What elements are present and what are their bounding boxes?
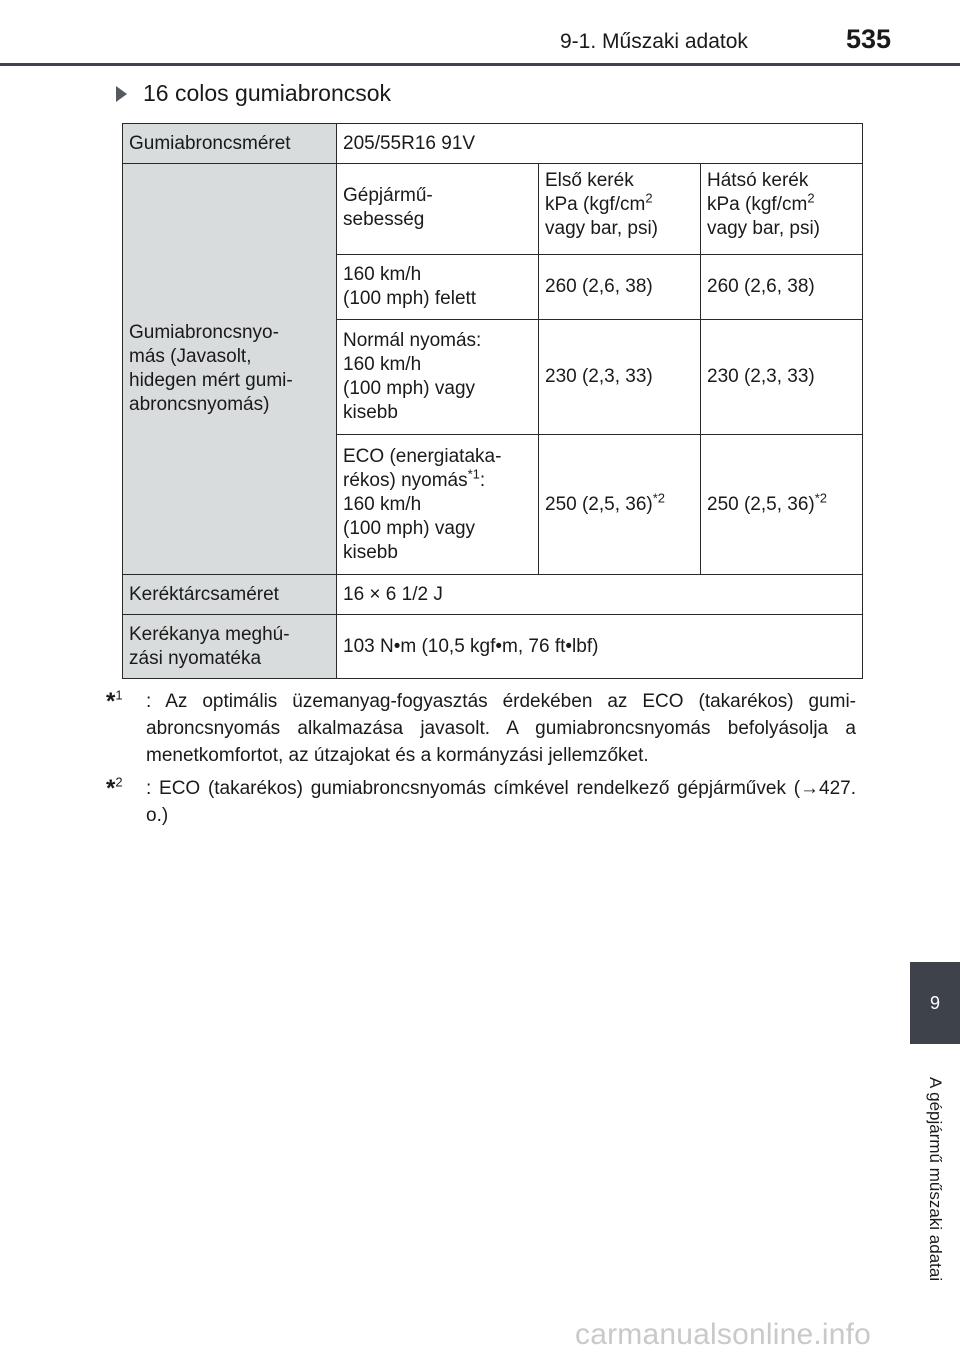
front-pressure-cell: 260 (2,6, 38) <box>539 255 701 320</box>
tire-size-value: 205/55R16 91V <box>337 124 863 164</box>
triangle-bullet-icon <box>116 86 127 102</box>
speed-cell: 160 km/h (100 mph) felett <box>337 255 539 320</box>
footnote-star: * <box>106 775 116 802</box>
eco-pressure-text: ECO (energiataka- rékos) nyomás <box>343 445 502 491</box>
eco-speed-text: : 160 km/h (100 mph) vagy kisebb <box>343 469 486 563</box>
footnote <box>106 688 856 769</box>
front-pressure-cell <box>539 435 701 575</box>
tire-size-label: Gumiabroncsméret <box>123 124 337 164</box>
speed-cell: Normál nyomás: 160 km/h (100 mph) vagy kisebb <box>337 320 539 435</box>
footnote-star: * <box>106 688 116 715</box>
front-eco-value: 250 (2,5, 36) <box>545 493 653 515</box>
superscript: 2 <box>645 190 653 206</box>
footnote-ref: *1 <box>467 466 480 482</box>
section-heading <box>116 80 391 107</box>
col-header-rear <box>701 164 863 255</box>
rear-eco-value: 250 (2,5, 36) <box>707 493 815 515</box>
col-header-front <box>539 164 701 255</box>
torque-label: Kerékanya meghú- zási nyomatéka <box>123 615 337 679</box>
footnote-marker <box>106 688 146 769</box>
col-header-front-text: Első kerék kPa (kgf/cm <box>545 170 646 215</box>
speed-cell <box>337 435 539 575</box>
footnote <box>106 775 856 829</box>
header-section-title: 9-1. Műszaki adatok <box>560 30 748 53</box>
col-header-rear-text: Hátsó kerék kPa (kgf/cm <box>707 170 809 215</box>
tire-spec-table <box>122 123 863 679</box>
chapter-label-text: A gépjármű műszaki adatai <box>926 1076 945 1282</box>
col-header-speed: Gépjármű- sebesség <box>337 164 539 255</box>
superscript: 2 <box>807 190 815 206</box>
footnote-text: : Az optimális üzemanyag-fogyasztás érdekében az ECO (takarékos) gumi-abroncsnyomás alkalmazása javasolt. A gumiabroncsnyomás befolyásolja a menetkomfortot, az útzajokat és a kormányzási jellemzőket. <box>146 691 856 766</box>
watermark: carmanualsonline.info <box>575 1318 872 1351</box>
pressure-label: Gumiabroncsnyo- más (Javasolt, hidegen mért gumi- abroncsnyomás) <box>123 164 337 575</box>
col-header-front-unit: vagy bar, psi) <box>545 218 658 239</box>
chapter-number: 9 <box>929 992 940 1013</box>
front-pressure-cell: 230 (2,3, 33) <box>539 320 701 435</box>
rear-pressure-cell: 260 (2,6, 38) <box>701 255 863 320</box>
table-row <box>123 124 863 164</box>
header-divider <box>0 63 960 66</box>
table-row <box>123 164 863 255</box>
footnote-ref: *2 <box>652 490 666 506</box>
footnote-marker <box>106 775 146 829</box>
footnote-text: : ECO (takarékos) gumiabroncsnyomás címkével rendelkező gépjárművek (→427. o.) <box>146 778 856 826</box>
table-row <box>123 615 863 679</box>
footnotes <box>106 688 856 835</box>
wheel-size-value: 16 × 6 1/2 J <box>337 575 863 615</box>
table-row <box>123 575 863 615</box>
footnote-ref: *2 <box>814 490 828 506</box>
section-heading-text: 16 colos gumiabroncsok <box>143 80 392 106</box>
rear-pressure-cell: 230 (2,3, 33) <box>701 320 863 435</box>
chapter-tab <box>910 962 960 1044</box>
page-number: 535 <box>846 24 892 54</box>
footnote-number: 1 <box>115 687 123 703</box>
footnote-number: 2 <box>115 774 123 790</box>
wheel-size-label: Keréktárcsaméret <box>123 575 337 615</box>
rear-pressure-cell <box>701 435 863 575</box>
col-header-rear-unit: vagy bar, psi) <box>707 218 820 239</box>
chapter-label <box>910 1054 960 1304</box>
torque-value: 103 N•m (10,5 kgf•m, 76 ft•lbf) <box>337 615 863 679</box>
